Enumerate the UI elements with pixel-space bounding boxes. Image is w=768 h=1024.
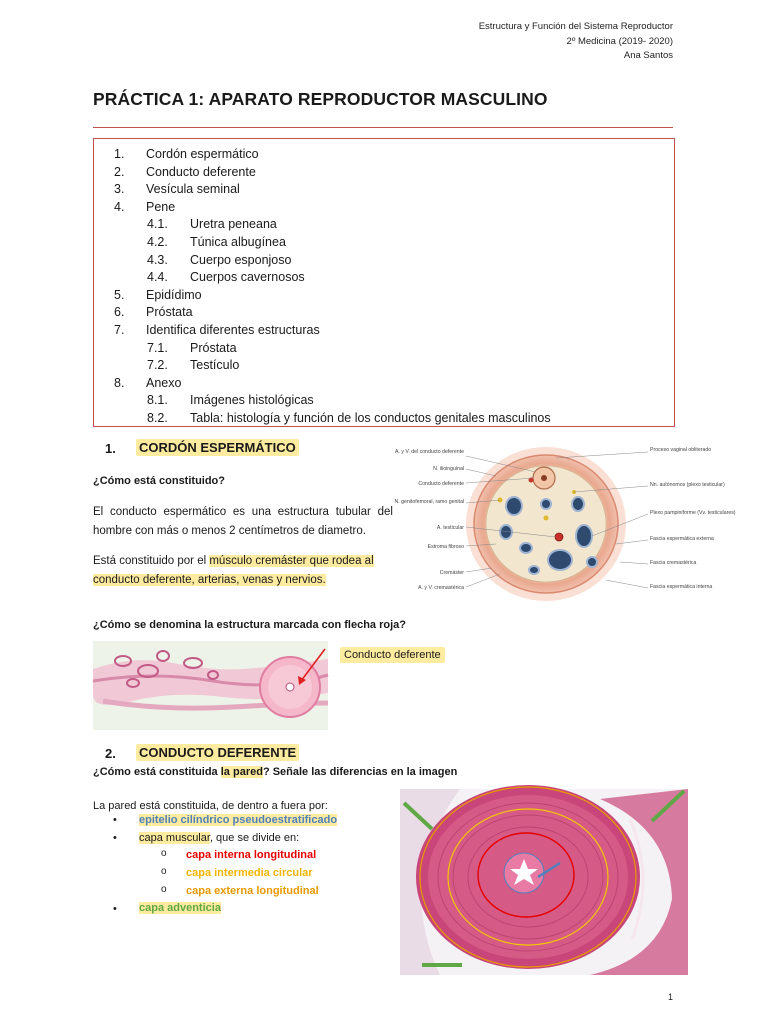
toc-item-number: 4. — [114, 199, 125, 214]
section2-title: CONDUCTO DEFERENTE — [136, 744, 299, 761]
fig1-label-2: Conducto deferente — [418, 481, 464, 487]
toc-item-label: Tabla: histología y función de los conductos genitales masculinos — [190, 411, 551, 425]
vas-deferens-histology — [400, 789, 688, 975]
section1-p1-line1: El conducto espermático es una estructura tubular del — [93, 506, 393, 518]
section2-question — [93, 766, 457, 778]
toc-item-label: Cordón espermático — [146, 147, 259, 161]
toc-item-label: Uretra peneana — [190, 217, 277, 232]
section2-question-highlight: la pared — [220, 766, 263, 778]
section2-question-pre: ¿Cómo está constituida — [93, 766, 221, 778]
toc-item-number: 6. — [114, 305, 125, 320]
toc-item-number: 8.2. — [147, 411, 168, 425]
fig1-label-r1: Nn. autónomos (plexo testicular) — [650, 482, 725, 488]
layer-intermediate-circular: capa intermedia circular — [186, 867, 313, 879]
sub-bullet: o — [161, 884, 167, 895]
toc-item-label: Túnica albugínea — [190, 235, 286, 249]
table-of-contents — [93, 138, 675, 427]
toc-item-label: Próstata — [190, 340, 237, 355]
layer-epithelium: epitelio cilíndrico pseudoestratificado — [139, 814, 338, 826]
header-course: Estructura y Función del Sistema Reproductor — [478, 21, 673, 32]
sub-bullet: o — [161, 848, 167, 859]
toc-item-label: Cuerpos cavernosos — [190, 270, 305, 285]
section2-number: 2. — [105, 746, 116, 761]
header-author: Ana Santos — [623, 50, 673, 61]
toc-item-number: 3. — [114, 182, 125, 197]
layer-adventitia: capa adventicia — [139, 902, 221, 914]
section1-paragraph2 — [93, 552, 398, 590]
section2-intro: La pared está constituida, de dentro a fuera por: — [93, 800, 328, 812]
fig1-label-r5: Fascia espermática interna — [650, 584, 713, 590]
section1-number: 1. — [105, 441, 116, 456]
toc-item-number: 4.3. — [147, 252, 168, 267]
toc-item-label: Vesícula seminal — [146, 182, 240, 197]
toc-item-number: 1. — [114, 147, 125, 161]
layer-muscular-rest: , que se divide en: — [209, 832, 300, 844]
section1-p1-line2: hombre con más o menos 2 centímetros de diametro. — [93, 525, 366, 537]
toc-item-label: Conducto deferente — [146, 164, 256, 179]
toc-item-number: 4.4. — [147, 270, 168, 285]
section1-paragraph1 — [93, 503, 393, 541]
page-title: PRÁCTICA 1: APARATO REPRODUCTOR MASCULINO — [93, 89, 548, 109]
bullet-dot: • — [113, 832, 117, 844]
toc-item-number: 8.1. — [147, 393, 168, 408]
fig1-label-r2: Plexo pampiniforme (Vv. testiculares) — [650, 510, 736, 516]
fig1-label-4: A. testicular — [436, 525, 464, 531]
section2-question-post: ? Señale las diferencias en la imagen — [262, 766, 458, 778]
toc-item-number: 4.2. — [147, 235, 168, 249]
layer-external-longitudinal: capa externa longitudinal — [186, 885, 319, 897]
fig1-label-7: A. y V. cremastérica — [418, 585, 464, 591]
bullet-dot: • — [113, 903, 117, 915]
spermatic-cord-diagram — [394, 440, 736, 610]
bullet-dot: • — [113, 814, 117, 826]
page-number: 1 — [668, 992, 674, 1002]
title-divider — [93, 127, 673, 128]
section1-title: CORDÓN ESPERMÁTICO — [136, 439, 299, 456]
toc-item-label: Cuerpo esponjoso — [190, 252, 292, 267]
toc-item-number: 7. — [114, 323, 125, 337]
fig1-label-1: N. ilioinguinal — [433, 466, 464, 472]
toc-item-label: Identifica diferentes estructuras — [146, 323, 320, 337]
toc-item-number: 7.1. — [147, 340, 168, 355]
answer-conducto-deferente: Conducto deferente — [340, 647, 445, 663]
section1-p2-highlight2: conducto deferente, arterias, venas y nervios. — [93, 574, 326, 586]
histology-image-cord — [93, 641, 328, 730]
toc-item-number: 5. — [114, 287, 125, 302]
section1-p2-highlight1: músculo cremáster que rodea al — [209, 555, 374, 567]
toc-item-label: Próstata — [146, 305, 193, 320]
toc-item-label: Epidídimo — [146, 287, 202, 302]
section1-question2: ¿Cómo se denomina la estructura marcada con flecha roja? — [93, 619, 406, 631]
document-header — [479, 20, 673, 64]
toc-item-label: Imágenes histológicas — [190, 393, 314, 408]
toc-item-label: Testículo — [190, 358, 240, 373]
fig1-label-r3: Fascia espermática externa — [650, 536, 714, 542]
fig1-label-r4: Fascia cremastérica — [650, 560, 697, 566]
toc-item-label: Pene — [146, 199, 176, 214]
layer-inner-longitudinal: capa interna longitudinal — [186, 849, 317, 861]
fig1-label-r0: Proceso vaginal obliterado — [650, 447, 712, 453]
fig1-label-5: Estroma fibroso — [427, 544, 464, 550]
toc-item-label: Anexo — [146, 375, 182, 390]
toc-item-number: 8. — [114, 375, 125, 390]
toc-item-number: 2. — [114, 164, 125, 179]
fig1-label-3: N. genitofemoral, ramo genital — [394, 499, 464, 505]
toc-item-number: 7.2. — [147, 358, 168, 373]
layer-muscular — [139, 832, 299, 844]
toc-item-number: 4.1. — [147, 217, 168, 232]
fig1-label-0: A. y V. del conducto deferente — [394, 449, 464, 455]
section1-question1: ¿Cómo está constituido? — [93, 475, 225, 487]
header-year: 2º Medicina (2019- 2020) — [566, 35, 673, 47]
sub-bullet: o — [161, 866, 167, 877]
section1-p2-text: Está constituido por el — [93, 555, 210, 567]
layer-muscular-highlight: capa muscular — [139, 832, 210, 844]
fig1-label-6: Cremáster — [439, 570, 464, 576]
